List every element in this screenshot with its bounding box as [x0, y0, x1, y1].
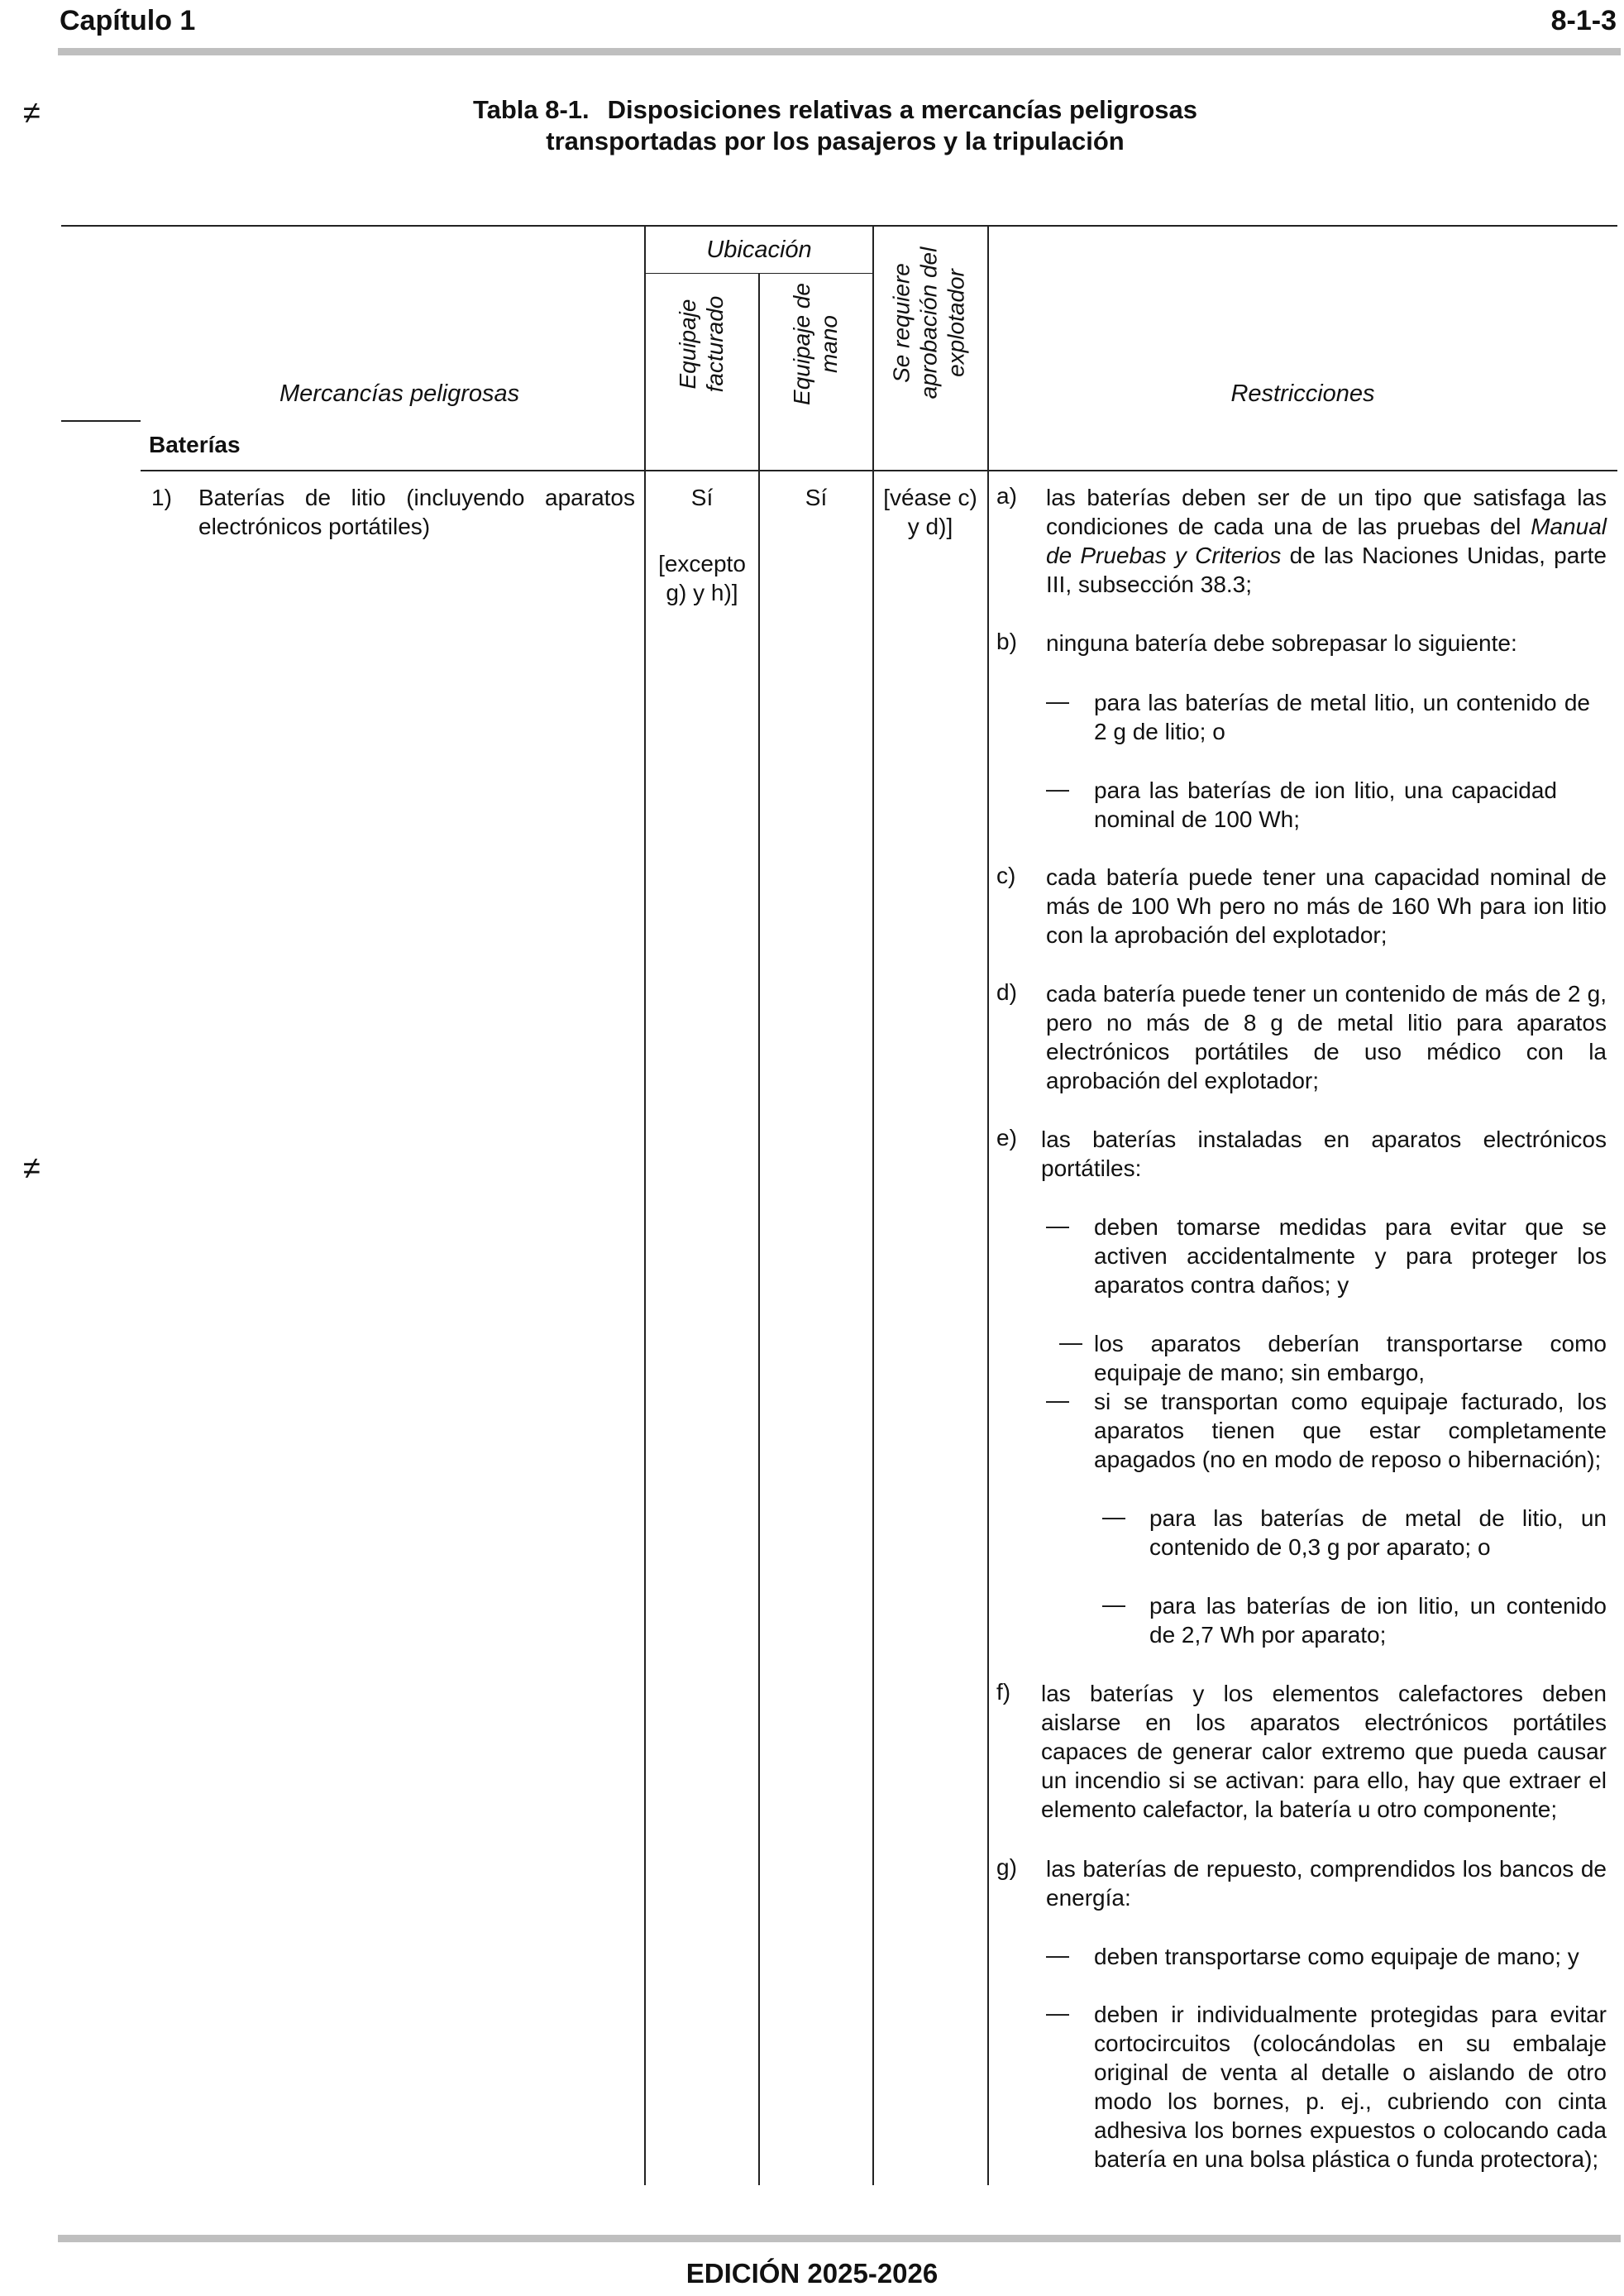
page-number: 8-1-3: [1550, 5, 1617, 36]
dash-bullet: —: [1046, 688, 1069, 714]
header-bottom-rule-short: [61, 420, 141, 422]
col-divider: [644, 225, 646, 2185]
restriction-label: c): [996, 863, 1016, 888]
col-header-checked: Equipaje facturado: [675, 295, 728, 393]
col-divider: [987, 225, 989, 2185]
restriction-label: a): [996, 483, 1017, 509]
col-header-location: Ubicación: [706, 237, 812, 263]
restriction-subitem: si se transportan como equipaje facturado, los aparatos tienen que estar completamente apagados (no en modo de reposo o hibernación);: [1094, 1389, 1607, 1472]
dash-bullet: —: [1102, 1504, 1125, 1529]
approval-value: [véase c) y d)]: [883, 485, 977, 539]
restriction-label: f): [996, 1679, 1011, 1705]
dash-bullet: —: [1046, 1387, 1069, 1413]
restriction-label: b): [996, 629, 1017, 654]
checked-note: [excepto g) y h)]: [658, 551, 746, 605]
section-label: Baterías: [149, 432, 241, 457]
restriction-text: las baterías instaladas en aparatos electrónicos portátiles:: [1041, 1126, 1607, 1181]
footer-rule: [58, 2235, 1621, 2242]
checked-value: Sí: [690, 485, 714, 510]
restriction-text: ninguna batería debe sobrepasar lo siguiente:: [1046, 630, 1517, 656]
restriction-label: e): [996, 1125, 1017, 1150]
carry-on-value: Sí: [805, 485, 828, 510]
restriction-subitem: para las baterías de ion litio, un contenido de 2,7 Wh por aparato;: [1149, 1593, 1607, 1648]
section-rule: [141, 470, 1617, 471]
dash-bullet: —: [1046, 1213, 1069, 1238]
restriction-text: las baterías y los elementos calefactores deben aislarse en los aparatos electrónicos portátiles capaces de generar calor extremo que pueda causar un incendio si se activan: para ello, hay que extraer el elemento calefactor, la batería u otro componente;: [1041, 1681, 1607, 1822]
dash-bullet: —: [1046, 2000, 1069, 2026]
table-title-line2: transportadas por los pasajeros y la tripulación: [546, 127, 1125, 155]
restriction-subitem: para las baterías de ion litio, una capacidad nominal de 100 Wh;: [1094, 777, 1557, 832]
restriction-text: las baterías de repuesto, comprendidos los bancos de energía:: [1046, 1856, 1607, 1911]
col-header-carry-on: Equipaje de mano: [789, 283, 842, 405]
row-item: Baterías de litio (incluyendo aparatos electrónicos portátiles): [198, 485, 635, 539]
restriction-text: cada batería puede tener una capacidad nominal de más de 100 Wh pero no más de 160 Wh para ion litio con la aprobación del explotador;: [1046, 864, 1607, 948]
restriction-text: las baterías deben ser de un tipo que satisfaga las condiciones de cada una de las pruebas del Manual de Pruebas y Criterios de las Naciones Unidas, parte III, subsección 38.3;: [1046, 485, 1607, 597]
dash-bullet: —: [1102, 1591, 1125, 1617]
dash-bullet: —: [1059, 1329, 1082, 1355]
dash-bullet: —: [1046, 1942, 1069, 1968]
restriction-subitem: para las baterías de metal de litio, un contenido de 0,3 g por aparato; o: [1149, 1505, 1607, 1560]
dash-bullet: —: [1046, 776, 1069, 801]
change-mark: ≠: [23, 96, 41, 131]
table-top-rule: [61, 225, 1617, 227]
restriction-label: d): [996, 979, 1017, 1005]
col-header-restrictions: Restricciones: [1230, 380, 1375, 407]
restriction-subitem: deben ir individualmente protegidas para evitar cortocircuitos (colocándolas en su embalaje original de venta al detalle o aislando de otro modo los bornes, p. ej., cubriendo con cinta adhesiva los bornes expuestos o colocando cada batería en una bolsa plástica o funda protectora);: [1094, 2002, 1607, 2172]
restriction-text: cada batería puede tener un contenido de más de 2 g, pero no más de 8 g de metal litio para aparatos electrónicos portátiles de uso médico con la aprobación del explotador;: [1046, 981, 1607, 1093]
table-title-line1: Disposiciones relativas a mercancías peligrosas: [607, 95, 1198, 124]
restriction-label: g): [996, 1854, 1017, 1880]
col-header-goods: Mercancías peligrosas: [279, 380, 520, 407]
change-mark: ≠: [23, 1151, 41, 1186]
table-number: Tabla 8-1.: [472, 95, 590, 124]
restriction-subitem: deben tomarse medidas para evitar que se activen accidentalmente y para proteger los aparatos contra daños; y: [1094, 1214, 1607, 1298]
edition-footer: EDICIÓN 2025-2026: [685, 2258, 939, 2289]
chapter-label: Capítulo 1: [60, 5, 196, 36]
col-divider: [872, 225, 874, 2185]
col-divider: [758, 273, 760, 2185]
table-title: [347, 94, 1323, 157]
restriction-subitem: los aparatos deberían transportarse como equipaje de mano; sin embargo,: [1094, 1331, 1607, 1385]
row-number: 1): [151, 485, 172, 510]
restriction-subitem: deben transportarse como equipaje de mano; y: [1094, 1944, 1579, 1969]
col-header-approval: Se requiere aprobación del explotador: [888, 246, 969, 399]
header-rule: [58, 48, 1621, 55]
restriction-subitem: para las baterías de metal litio, un contenido de 2 g de litio; o: [1094, 690, 1590, 744]
